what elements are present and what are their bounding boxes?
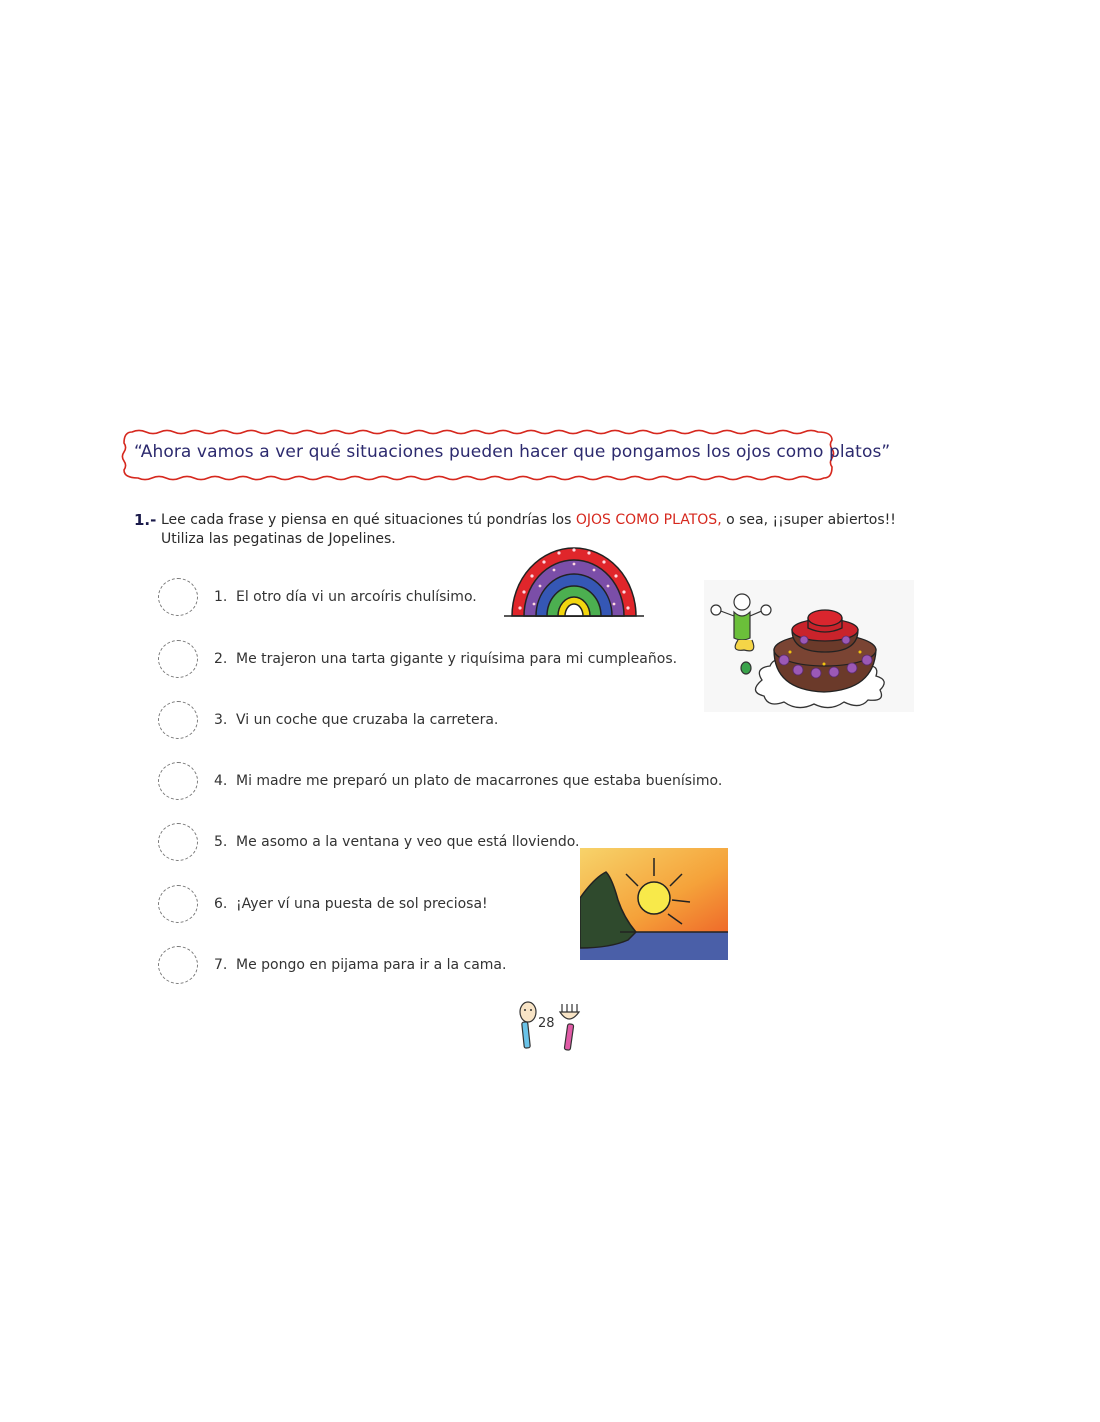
sticker-slot[interactable] — [158, 885, 198, 923]
sticker-slot[interactable] — [158, 701, 198, 739]
quote-text: “Ahora vamos a ver qué situaciones pueden hacer que pongamos los ojos como platos” — [134, 442, 891, 462]
item-text: Me pongo en pijama para ir a la cama. — [236, 957, 507, 973]
highlight-text: OJOS COMO PLATOS, — [575, 512, 722, 528]
item-text: Me trajeron una tarta gigante y riquísima para mi cumpleaños. — [236, 651, 678, 667]
item-text: ¡Ayer ví una puesta de sol preciosa! — [236, 896, 488, 912]
sticker-slot[interactable] — [158, 578, 198, 616]
item-number: 3. — [214, 712, 228, 728]
cake-illustration — [704, 580, 914, 712]
instruction-text: Lee cada frase y piensa en qué situaciones tú pondrías los — [161, 512, 576, 528]
sticker-slot[interactable] — [158, 640, 198, 678]
quote-box — [120, 428, 891, 482]
list-item — [158, 701, 718, 741]
item-text: El otro día vi un arcoíris chulísimo. — [236, 589, 477, 605]
item-text: Me asomo a la ventana y veo que está lloviendo. — [236, 834, 580, 850]
sticker-slot[interactable] — [158, 762, 198, 800]
list-item — [158, 762, 723, 802]
item-number: 7. — [214, 957, 228, 973]
item-number: 6. — [214, 896, 228, 912]
item-text: Mi madre me preparó un plato de macarrones que estaba buenísimo. — [236, 773, 723, 789]
sticker-slot[interactable] — [158, 823, 198, 861]
sticker-slot[interactable] — [158, 946, 198, 984]
item-number: 1. — [214, 589, 228, 605]
sunset-illustration — [580, 848, 728, 960]
exercise-number: 1.- — [134, 511, 157, 529]
item-number: 5. — [214, 834, 228, 850]
instruction-line-2: Utiliza las pegatinas de Jopelines. — [161, 531, 396, 547]
list-item — [158, 640, 718, 680]
instruction-text-end: o sea, ¡¡super abiertos!! — [721, 512, 896, 528]
rainbow-illustration — [504, 538, 644, 620]
item-number: 2. — [214, 651, 228, 667]
item-text: Vi un coche que cruzaba la carretera. — [236, 712, 499, 728]
item-number: 4. — [214, 773, 228, 789]
instruction-line-1 — [161, 511, 896, 530]
page-number: 28 — [538, 1016, 555, 1031]
